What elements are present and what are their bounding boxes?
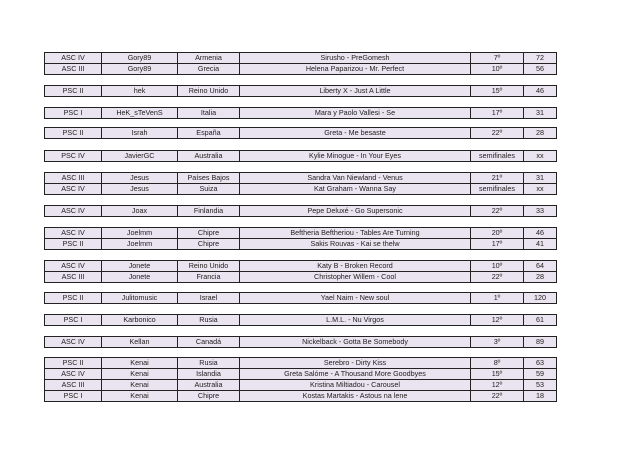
position-cell: semifinales: [470, 184, 523, 194]
country-cell: Italia: [177, 108, 239, 118]
user-cell: hek: [101, 86, 177, 96]
position-cell: 12º: [470, 380, 523, 390]
entry-group: [44, 172, 557, 195]
category-cell: PSC II: [62, 358, 84, 367]
position-cell: 12º: [470, 315, 523, 325]
category-cell: ASC IV: [61, 261, 85, 270]
user-cell: Gory89: [101, 53, 177, 63]
category-cell: PSC II: [62, 128, 84, 137]
song-cell: Mara y Paolo Vallesi - Se: [239, 108, 470, 118]
user-cell: Jonete: [101, 261, 177, 271]
song-cell: Sakis Rouvas - Kai se thelw: [239, 239, 470, 249]
entry-group: [44, 314, 557, 326]
points-cell: 72: [523, 53, 556, 63]
table-row: [45, 206, 556, 216]
points-cell: 59: [523, 369, 556, 379]
category-cell: ASC IV: [61, 369, 85, 378]
country-cell: Reino Unido: [177, 261, 239, 271]
country-cell: Grecia: [177, 64, 239, 74]
table-row: [45, 271, 556, 282]
entry-group: [44, 52, 557, 75]
category-cell: ASC III: [61, 380, 85, 389]
table-row: [45, 238, 556, 249]
category-cell: PSC I: [63, 315, 83, 324]
position-cell: 7º: [470, 53, 523, 63]
points-cell: 18: [523, 391, 556, 401]
category-cell: ASC III: [61, 173, 85, 182]
position-cell: semifinales: [470, 151, 523, 161]
category-cell: PSC II: [62, 86, 84, 95]
table-row: [45, 293, 556, 303]
table-row: [45, 368, 556, 379]
country-cell: Reino Unido: [177, 86, 239, 96]
song-cell: Sirusho - PreGomesh: [239, 53, 470, 63]
country-cell: Australia: [177, 380, 239, 390]
user-cell: Jonete: [101, 272, 177, 282]
user-cell: Israh: [101, 128, 177, 138]
song-cell: Greta - Me besaste: [239, 128, 470, 138]
points-cell: xx: [523, 184, 556, 194]
user-cell: Kenai: [101, 369, 177, 379]
category-cell: ASC IV: [61, 228, 85, 237]
table-row: [45, 63, 556, 74]
user-cell: Jesus: [101, 173, 177, 183]
entry-group: [44, 150, 557, 162]
song-cell: Yael Naim - New soul: [239, 293, 470, 303]
user-cell: Karbonico: [101, 315, 177, 325]
user-cell: Joax: [101, 206, 177, 216]
song-cell: Kristina Miltiadou - Carousel: [239, 380, 470, 390]
country-cell: Canadá: [177, 337, 239, 347]
song-cell: Kylie Minogue - In Your Eyes: [239, 151, 470, 161]
table-row: [45, 183, 556, 194]
song-cell: Helena Paparizou - Mr. Perfect: [239, 64, 470, 74]
song-cell: Katy B - Broken Record: [239, 261, 470, 271]
song-cell: Beftheria Beftheriou - Tables Are Turning: [239, 228, 470, 238]
song-cell: Pepe Deluxé - Go Supersonic: [239, 206, 470, 216]
user-cell: Kenai: [101, 380, 177, 390]
points-cell: 61: [523, 315, 556, 325]
country-cell: Suiza: [177, 184, 239, 194]
position-cell: 21º: [470, 173, 523, 183]
points-cell: 89: [523, 337, 556, 347]
country-cell: Chipre: [177, 391, 239, 401]
song-cell: Greta Salóme - A Thousand More Goodbyes: [239, 369, 470, 379]
table-row: [45, 228, 556, 238]
song-cell: Nickelback - Gotta Be Somebody: [239, 337, 470, 347]
category-cell: PSC IV: [61, 151, 85, 160]
country-cell: Finlandia: [177, 206, 239, 216]
entry-group: [44, 85, 557, 97]
position-cell: 22º: [470, 206, 523, 216]
table-row: [45, 53, 556, 63]
position-cell: 8º: [470, 358, 523, 368]
entry-group: [44, 357, 557, 402]
category-cell: PSC II: [62, 239, 84, 248]
user-cell: Joelmm: [101, 239, 177, 249]
entry-group: [44, 205, 557, 217]
category-cell: ASC III: [61, 272, 85, 281]
table-row: [45, 358, 556, 368]
points-cell: 120: [523, 293, 556, 303]
user-cell: Kellan: [101, 337, 177, 347]
country-cell: Armenia: [177, 53, 239, 63]
song-cell: L.M.L. - Nu Virgos: [239, 315, 470, 325]
country-cell: Rusia: [177, 358, 239, 368]
points-cell: 33: [523, 206, 556, 216]
table-row: [45, 173, 556, 183]
points-cell: 41: [523, 239, 556, 249]
table-row: [45, 379, 556, 390]
entry-group: [44, 227, 557, 250]
points-cell: 31: [523, 108, 556, 118]
points-cell: 63: [523, 358, 556, 368]
user-cell: HeK_sTeVenS: [101, 108, 177, 118]
user-cell: Joelmm: [101, 228, 177, 238]
position-cell: 3º: [470, 337, 523, 347]
points-cell: 46: [523, 86, 556, 96]
song-cell: Liberty X - Just A Little: [239, 86, 470, 96]
table-row: [45, 337, 556, 347]
country-cell: Países Bajos: [177, 173, 239, 183]
entry-group: [44, 336, 557, 348]
table-row: [45, 315, 556, 325]
position-cell: 17º: [470, 108, 523, 118]
country-cell: Israel: [177, 293, 239, 303]
position-cell: 22º: [470, 128, 523, 138]
position-cell: 10º: [470, 64, 523, 74]
user-cell: Jesus: [101, 184, 177, 194]
entry-group: [44, 260, 557, 283]
country-cell: Islandia: [177, 369, 239, 379]
user-cell: Kenai: [101, 358, 177, 368]
user-cell: JavierGC: [101, 151, 177, 161]
country-cell: Rusia: [177, 315, 239, 325]
points-cell: 31: [523, 173, 556, 183]
points-cell: 64: [523, 261, 556, 271]
points-cell: xx: [523, 151, 556, 161]
category-cell: PSC II: [62, 293, 84, 302]
position-cell: 10º: [470, 261, 523, 271]
position-cell: 15º: [470, 86, 523, 96]
category-cell: PSC I: [63, 108, 83, 117]
category-cell: ASC III: [61, 64, 85, 73]
points-cell: 28: [523, 128, 556, 138]
points-cell: 46: [523, 228, 556, 238]
category-cell: PSC I: [63, 391, 83, 400]
table-row: [45, 86, 556, 96]
entry-group: [44, 127, 557, 139]
position-cell: 1º: [470, 293, 523, 303]
country-cell: Chipre: [177, 239, 239, 249]
points-cell: 53: [523, 380, 556, 390]
song-cell: Sandra Van Niewland - Venus: [239, 173, 470, 183]
table-row: [45, 108, 556, 118]
user-cell: Julitomusic: [101, 293, 177, 303]
position-cell: 22º: [470, 391, 523, 401]
country-cell: Chipre: [177, 228, 239, 238]
song-cell: Kostas Martakis - Astous na lene: [239, 391, 470, 401]
table-row: [45, 390, 556, 401]
position-cell: 20º: [470, 228, 523, 238]
position-cell: 22º: [470, 272, 523, 282]
song-cell: Christopher Willem - Cool: [239, 272, 470, 282]
user-cell: Gory89: [101, 64, 177, 74]
country-cell: Francia: [177, 272, 239, 282]
position-cell: 15º: [470, 369, 523, 379]
category-cell: ASC IV: [61, 53, 85, 62]
position-cell: 17º: [470, 239, 523, 249]
table-row: [45, 151, 556, 161]
country-cell: Australia: [177, 151, 239, 161]
song-cell: Serebro - Dirty Kiss: [239, 358, 470, 368]
points-cell: 56: [523, 64, 556, 74]
category-cell: ASC IV: [61, 206, 85, 215]
table-row: [45, 128, 556, 138]
table-row: [45, 261, 556, 271]
user-cell: Kenai: [101, 391, 177, 401]
song-cell: Kat Graham - Wanna Say: [239, 184, 470, 194]
country-cell: España: [177, 128, 239, 138]
entry-group: [44, 292, 557, 304]
entry-group: [44, 107, 557, 119]
category-cell: ASC IV: [61, 184, 85, 193]
points-cell: 28: [523, 272, 556, 282]
category-cell: ASC IV: [61, 337, 85, 346]
